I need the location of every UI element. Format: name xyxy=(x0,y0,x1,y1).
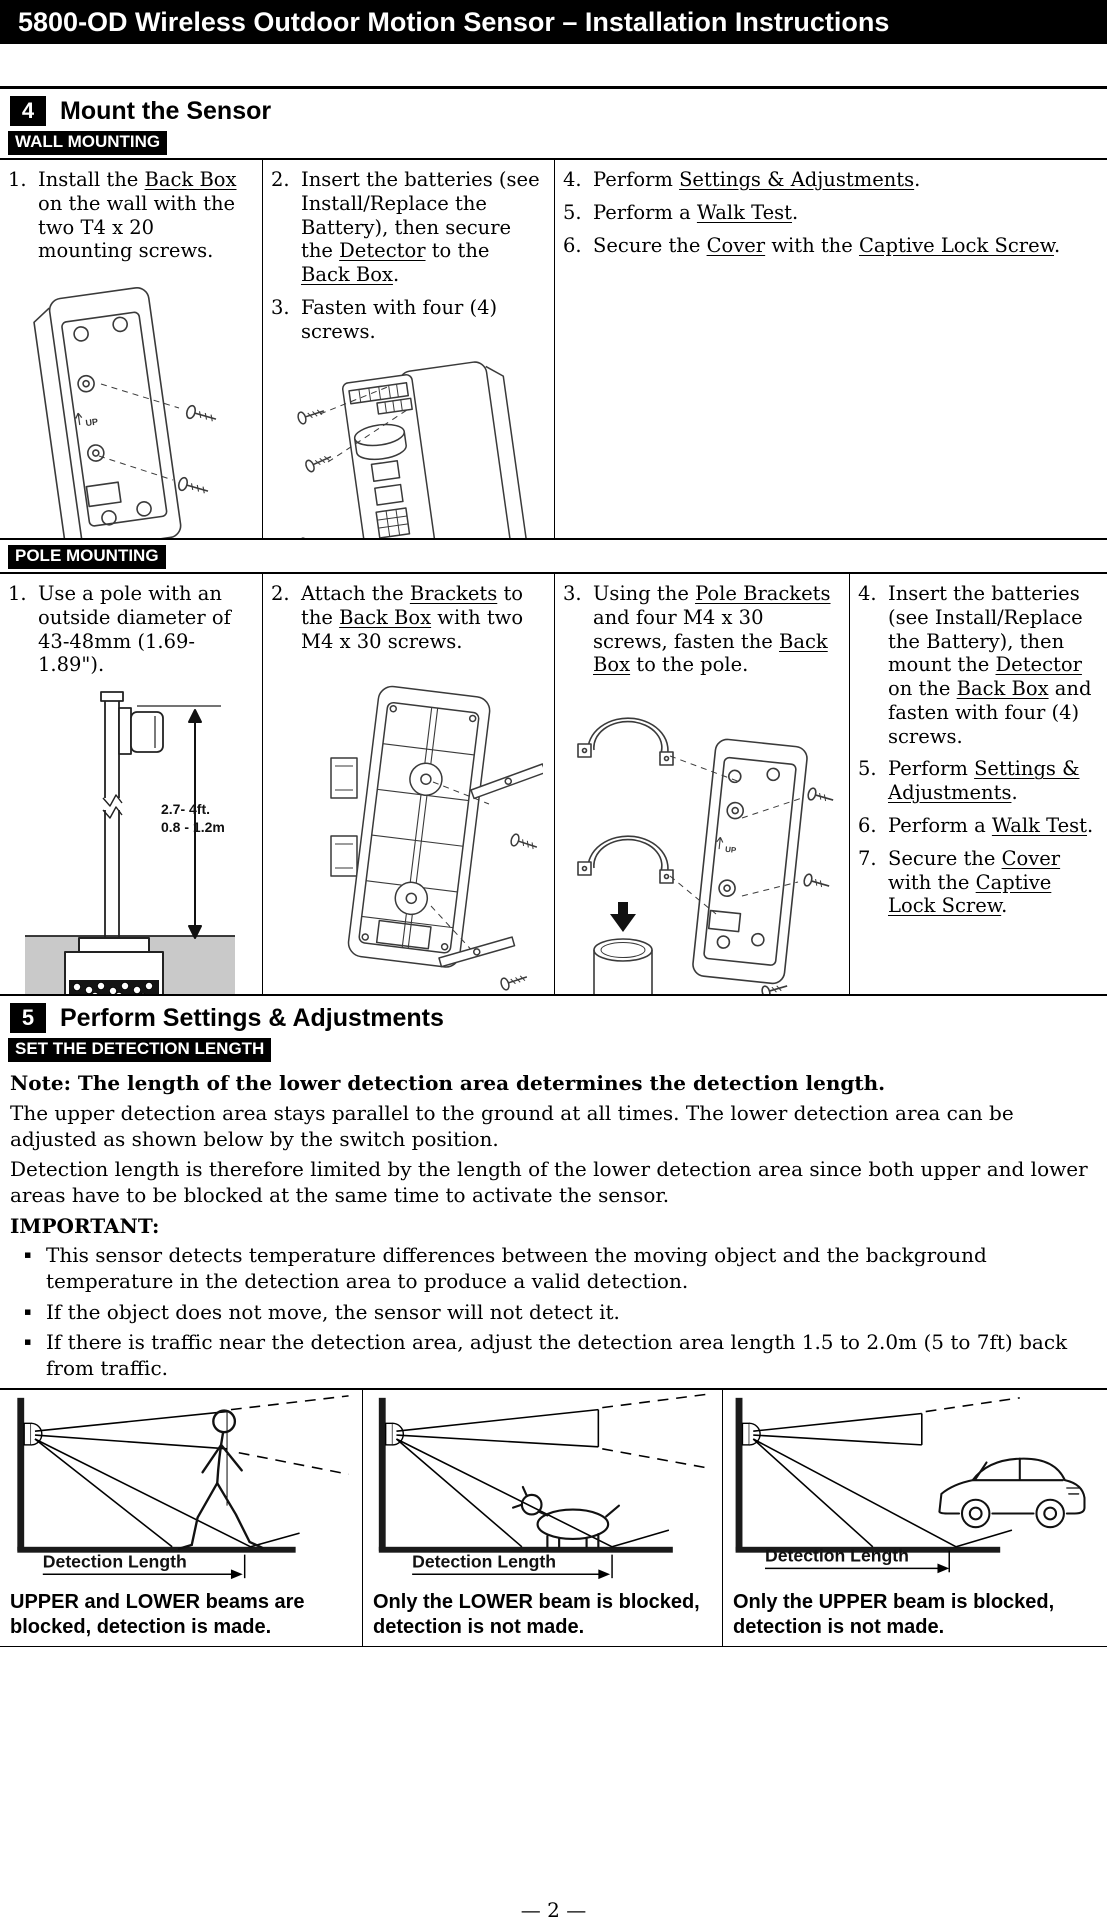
pole-height-label-line1: 2.7- 4ft. xyxy=(161,801,211,818)
bullet-square-icon: ▪ xyxy=(24,1335,32,1349)
pole-height-illustration xyxy=(25,686,235,994)
pole-clamp-icon xyxy=(578,836,673,883)
detection-scenario-person xyxy=(0,1390,360,1586)
backbox-brackets-illustration xyxy=(273,662,543,992)
scenario-person-panel xyxy=(0,1390,363,1646)
wall-mounting-label: WALL MOUNTING xyxy=(8,131,167,155)
section-4-heading xyxy=(10,96,1107,126)
pole-col-3 xyxy=(555,574,850,994)
dog-figure xyxy=(513,1487,619,1547)
screw-icon xyxy=(185,405,217,426)
pole-step-2: 2. Attach the Brackets to the Back Box with two M4 x 30 screws. xyxy=(271,582,524,653)
bullet-square-icon: ▪ xyxy=(24,1304,32,1318)
section-divider-rule xyxy=(0,86,1107,89)
scenario-person-caption: UPPER and LOWER beams are blocked, detection is made. xyxy=(10,1591,305,1639)
scenario-car-panel xyxy=(723,1390,1107,1646)
section-5-title: Perform Settings & Adjustments xyxy=(60,1003,444,1032)
wall-step-1: 1. Install the Back Box on the wall with the two T4 x 20 mounting screws. xyxy=(8,168,237,263)
detection-scenario-car xyxy=(723,1390,1101,1586)
wall-col-2 xyxy=(263,160,555,538)
screw-icon xyxy=(177,477,209,498)
car-figure xyxy=(939,1459,1084,1528)
pole-height-label-line2: 0.8 - 1.2m xyxy=(161,819,225,836)
pole-col-1 xyxy=(0,574,263,994)
detector-mounting-illustration xyxy=(274,352,542,538)
up-label: UP xyxy=(84,416,99,429)
pole-col-4 xyxy=(850,574,1107,994)
pole-step-7: 7. Secure the Cover with the Captive Lock Screw. xyxy=(858,846,1061,918)
screw-icon xyxy=(499,972,528,992)
detection-para-1: The upper detection area stays parallel to the ground at all times. The lower detection area can be adjusted as shown below by the switch position. xyxy=(10,1101,1014,1151)
wall-col-3 xyxy=(555,160,1107,538)
section-4-number-badge: 4 xyxy=(10,96,46,126)
pole-clamp-icon xyxy=(578,718,673,765)
person-figure xyxy=(179,1411,262,1549)
pole-step-5: 5. Perform Settings & Adjustments. xyxy=(858,757,1080,805)
pole-clamps-illustration xyxy=(566,686,836,994)
pole-mounting-table xyxy=(0,572,1107,996)
screw-icon xyxy=(509,834,538,854)
backbox-wall-illustration xyxy=(15,272,245,538)
detection-length-label: Detection Length xyxy=(42,1551,187,1572)
wall-step-5: 5. Perform a Walk Test. xyxy=(563,200,799,224)
detection-para-2: Detection length is therefore limited by the length of the lower detection area since both upper and lower areas have to be blocked at the same time to activate the sensor. xyxy=(10,1157,1088,1207)
screw-icon xyxy=(803,873,831,892)
important-bullet-2: ▪ If the object does not move, the sensor will not detect it. xyxy=(24,1299,620,1324)
important-bullet-3: ▪ If there is traffic near the detection area, adjust the detection area length 1.5 to 2.0m (5 to 7ft) back from traffic. xyxy=(24,1330,1068,1380)
screw-icon xyxy=(296,406,325,426)
wall-step-4: 4. Perform Settings & Adjustments. xyxy=(563,168,921,191)
wall-mounting-table xyxy=(0,158,1107,540)
wall-step-2: 2. Insert the batteries (see Install/Replace the Battery), then secure the Detector to the Back Box. xyxy=(271,168,540,287)
page-number: — 2 — xyxy=(520,1898,587,1922)
pole-step-3: 3. Using the Pole Brackets and four M4 x 30 screws, fasten the Back Box to the pole. xyxy=(563,582,831,677)
important-bullet-1: ▪ This sensor detects temperature differences between the moving object and the background temperature in the detection area to produce a valid detection. xyxy=(24,1243,987,1293)
document-title: 5800-OD Wireless Outdoor Motion Sensor – Installation Instructions xyxy=(18,6,890,37)
important-label: IMPORTANT: xyxy=(10,1214,160,1239)
wall-step-3: 3. Fasten with four (4) screws. xyxy=(271,295,498,343)
scenario-dog-caption: Only the LOWER beam is blocked, detection is not made. xyxy=(373,1591,700,1639)
header-bar xyxy=(0,0,1107,44)
up-label: UP xyxy=(724,844,737,856)
screw-icon xyxy=(807,787,835,806)
detection-scenarios-table xyxy=(0,1388,1107,1647)
scenario-dog-panel xyxy=(363,1390,723,1646)
set-detection-length-label: SET THE DETECTION LENGTH xyxy=(8,1038,271,1062)
detection-length-label: Detection Length xyxy=(412,1551,557,1572)
section-4-title: Mount the Sensor xyxy=(60,96,272,125)
pole-step-4: 4. Insert the batteries (see Install/Replace the Battery), then mount the Detector on the Back Box and fasten with four (4) screws. xyxy=(858,582,1092,748)
section-5-heading xyxy=(10,1003,1107,1033)
scenario-car-caption: Only the UPPER beam is blocked, detection is not made. xyxy=(733,1591,1055,1639)
bullet-square-icon: ▪ xyxy=(24,1248,32,1262)
detection-scenario-dog xyxy=(363,1390,720,1586)
section-5-number-badge: 5 xyxy=(10,1003,46,1033)
detection-note: Note: The length of the lower detection area determines the detection length. xyxy=(10,1071,886,1095)
detection-length-label: Detection Length xyxy=(765,1545,909,1566)
pole-mounting-label: POLE MOUNTING xyxy=(8,545,166,569)
wall-step-6: 6. Secure the Cover with the Captive Lock Screw. xyxy=(563,233,1061,257)
pole-step-6: 6. Perform a Walk Test. xyxy=(858,814,1094,838)
pole-col-2 xyxy=(263,574,555,994)
wall-col-1 xyxy=(0,160,263,538)
pole-step-1: 1. Use a pole with an outside diameter of 43-48mm (1.69-1.89"). xyxy=(8,582,231,677)
screw-icon xyxy=(304,452,333,474)
down-arrow-icon xyxy=(610,902,636,932)
